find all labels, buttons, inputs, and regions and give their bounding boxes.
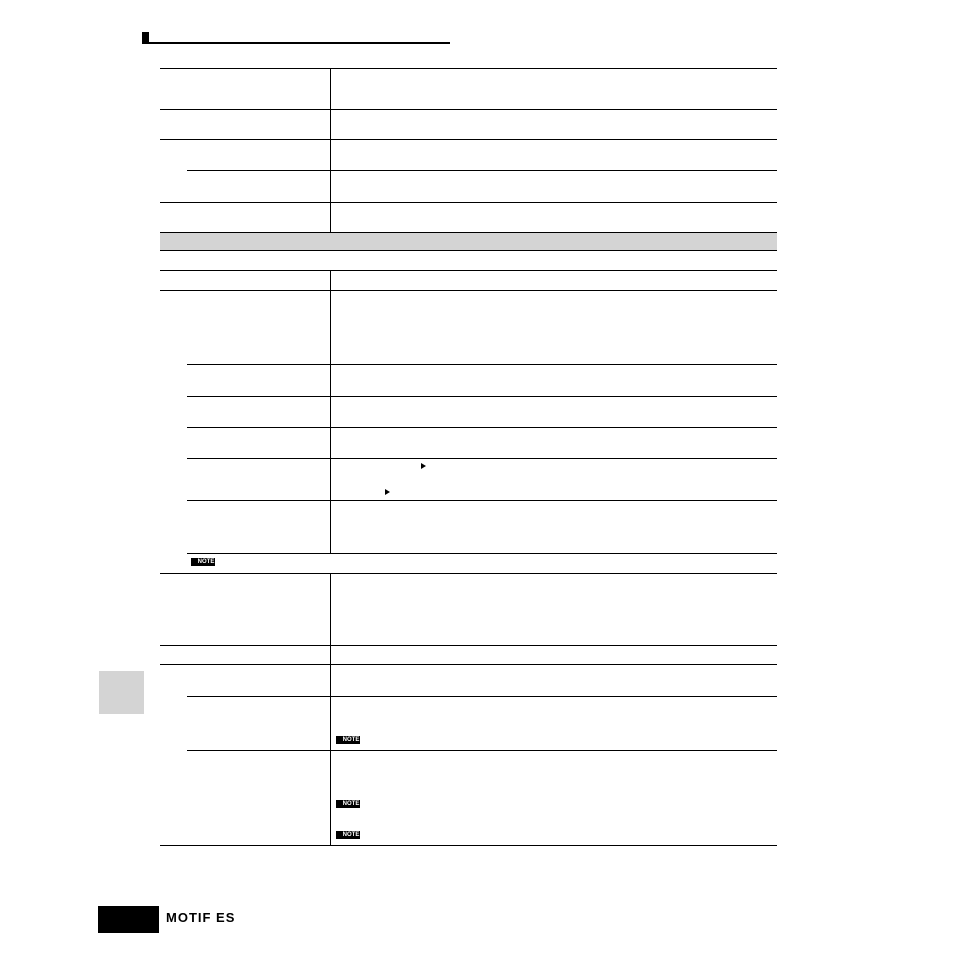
note-icon (336, 736, 360, 744)
table-row-rule (160, 68, 777, 69)
table-row-rule (187, 170, 777, 171)
header-rule (149, 42, 450, 44)
note-label: NOTE (197, 559, 215, 565)
table-row-rule (187, 396, 777, 397)
note-icon (336, 831, 360, 839)
column-divider (330, 270, 331, 553)
column-divider (330, 69, 331, 232)
table-row-rule (187, 427, 777, 428)
table-row-rule (187, 364, 777, 365)
table-row-rule (160, 664, 777, 665)
table-row-rule (187, 458, 777, 459)
table-row-rule (160, 270, 777, 271)
table-row-rule (160, 139, 777, 140)
note-icon (191, 558, 215, 566)
table-row-rule (187, 500, 777, 501)
triangle-right-icon (421, 463, 426, 469)
note-label: NOTE (342, 832, 360, 838)
section-header-bar (160, 232, 777, 251)
table-row-rule (187, 750, 777, 751)
note-label: NOTE (342, 737, 360, 743)
table-row-rule (160, 290, 777, 291)
product-logo: MOTIF ES (166, 910, 236, 925)
table-row-rule (160, 645, 777, 646)
note-label: NOTE (342, 801, 360, 807)
column-divider (330, 573, 331, 845)
chapter-tab (99, 671, 144, 714)
table-row-rule (160, 202, 777, 203)
table-row-rule (160, 109, 777, 110)
note-icon (336, 800, 360, 808)
table-row-rule (160, 573, 777, 574)
page-number-box (98, 906, 159, 933)
table-row-rule (160, 845, 777, 846)
square-marker-icon (142, 32, 149, 44)
table-row-rule (187, 696, 777, 697)
table-row-rule (187, 553, 777, 554)
triangle-right-icon (385, 489, 390, 495)
